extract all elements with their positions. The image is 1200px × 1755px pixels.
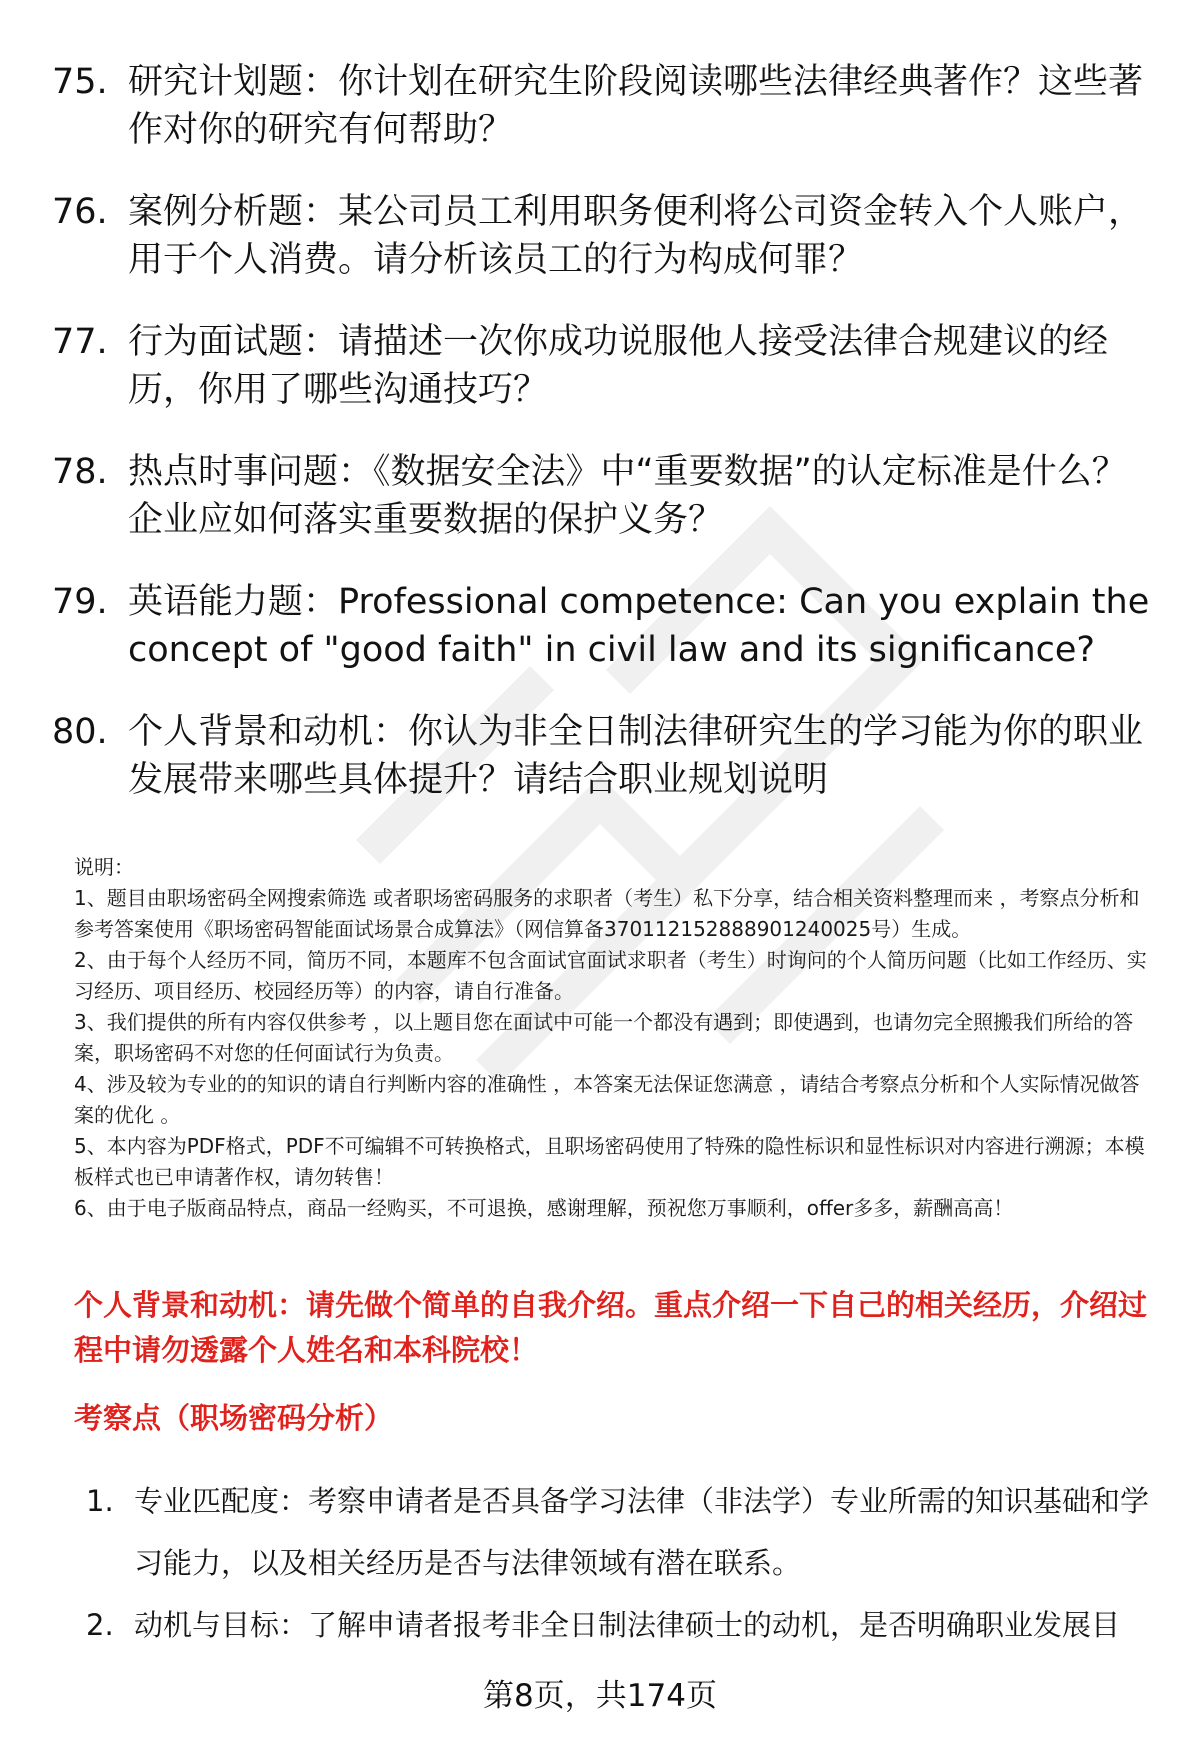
- question-number: 79.: [52, 582, 108, 622]
- note-item: 3、我们提供的所有内容仅供参考 ，以上题目您在面试中可能一个都没有遇到；即使遇到，也请勿完全照搬我们所给的答案，职场密码不对您的任何面试行为负责。: [74, 1010, 1134, 1065]
- question-item: [52, 58, 1152, 154]
- note-item: 5、本内容为PDF格式，PDF不可编辑不可转换格式，且职场密码使用了特殊的隐性标识和显性标识对内容进行溯源；本模板样式也已申请著作权，请勿转售！: [74, 1134, 1145, 1189]
- analysis-text: 专业匹配度：考察申请者是否具备学习法律（非法学）专业所需的知识基础和学习能力，以及相关经历是否与法律领域有潜在联系。: [134, 1484, 1150, 1580]
- question-number: 78.: [52, 452, 108, 492]
- question-list: [52, 58, 1152, 838]
- page-number: 第8页，共174页: [483, 1678, 717, 1714]
- analysis-heading: 考察点（职场密码分析）: [74, 1401, 394, 1435]
- analysis-item: [80, 1470, 1160, 1594]
- question-item: [52, 578, 1152, 674]
- question-text: 行为面试题：请描述一次你成功说服他人接受法律合规建议的经历，你用了哪些沟通技巧？: [128, 322, 1109, 410]
- question-item: [52, 318, 1152, 414]
- question-number: 80.: [52, 712, 108, 752]
- note-item: 6、由于电子版商品特点，商品一经购买，不可退换，感谢理解，预祝您万事顺利，offer多多，薪酬高高！: [74, 1196, 1014, 1220]
- analysis-item: [80, 1594, 1160, 1656]
- question-text: 英语能力题：Professional competence: Can you explain the concept of "good faith" in civil law and its significance?: [128, 582, 1150, 670]
- question-item: [52, 708, 1152, 804]
- featured-question: 个人背景和动机：请先做个简单的自我介绍。重点介绍一下自己的相关经历，介绍过程中请勿透露个人姓名和本科院校！: [74, 1288, 1148, 1367]
- question-text: 热点时事问题：《数据安全法》中“重要数据”的认定标准是什么？企业应如何落实重要数据的保护义务？: [128, 452, 1127, 540]
- analysis-list: [80, 1470, 1160, 1656]
- notes-section: [74, 852, 1154, 1224]
- note-item: 4、涉及较为专业的的知识的请自行判断内容的准确性 ，本答案无法保证您满意 ，请结合考察点分析和个人实际情况做答案的优化 。: [74, 1072, 1140, 1127]
- question-text: 个人背景和动机：你认为非全日制法律研究生的学习能为你的职业发展带来哪些具体提升？请结合职业规划说明: [128, 712, 1144, 800]
- note-item: 1、题目由职场密码全网搜索筛选 或者职场密码服务的求职者（考生）私下分享，结合相关资料整理而来 ，考察点分析和参考答案使用《职场密码智能面试场景合成算法》（网信算备370112152888901240025号）生成。: [74, 886, 1140, 941]
- question-number: 75.: [52, 62, 108, 102]
- notes-heading: 说明：: [74, 855, 134, 879]
- note-item: 2、由于每个人经历不同，简历不同，本题库不包含面试官面试求职者（考生）时询问的个人简历问题（比如工作经历、实习经历、项目经历、校园经历等）的内容，请自行准备。: [74, 948, 1147, 1003]
- question-number: 76.: [52, 192, 108, 232]
- question-number: 77.: [52, 322, 108, 362]
- question-text: 研究计划题：你计划在研究生阶段阅读哪些法律经典著作？这些著作对你的研究有何帮助？: [128, 62, 1144, 150]
- analysis-number: 2.: [86, 1608, 114, 1642]
- question-item: [52, 448, 1152, 544]
- question-item: [52, 188, 1152, 284]
- analysis-number: 1.: [86, 1484, 114, 1518]
- question-text: 案例分析题：某公司员工利用职务便利将公司资金转入个人账户，用于个人消费。请分析该员工的行为构成何罪？: [128, 192, 1144, 280]
- analysis-text: 动机与目标：了解申请者报考非全日制法律硕士的动机，是否明确职业发展目: [134, 1608, 1121, 1642]
